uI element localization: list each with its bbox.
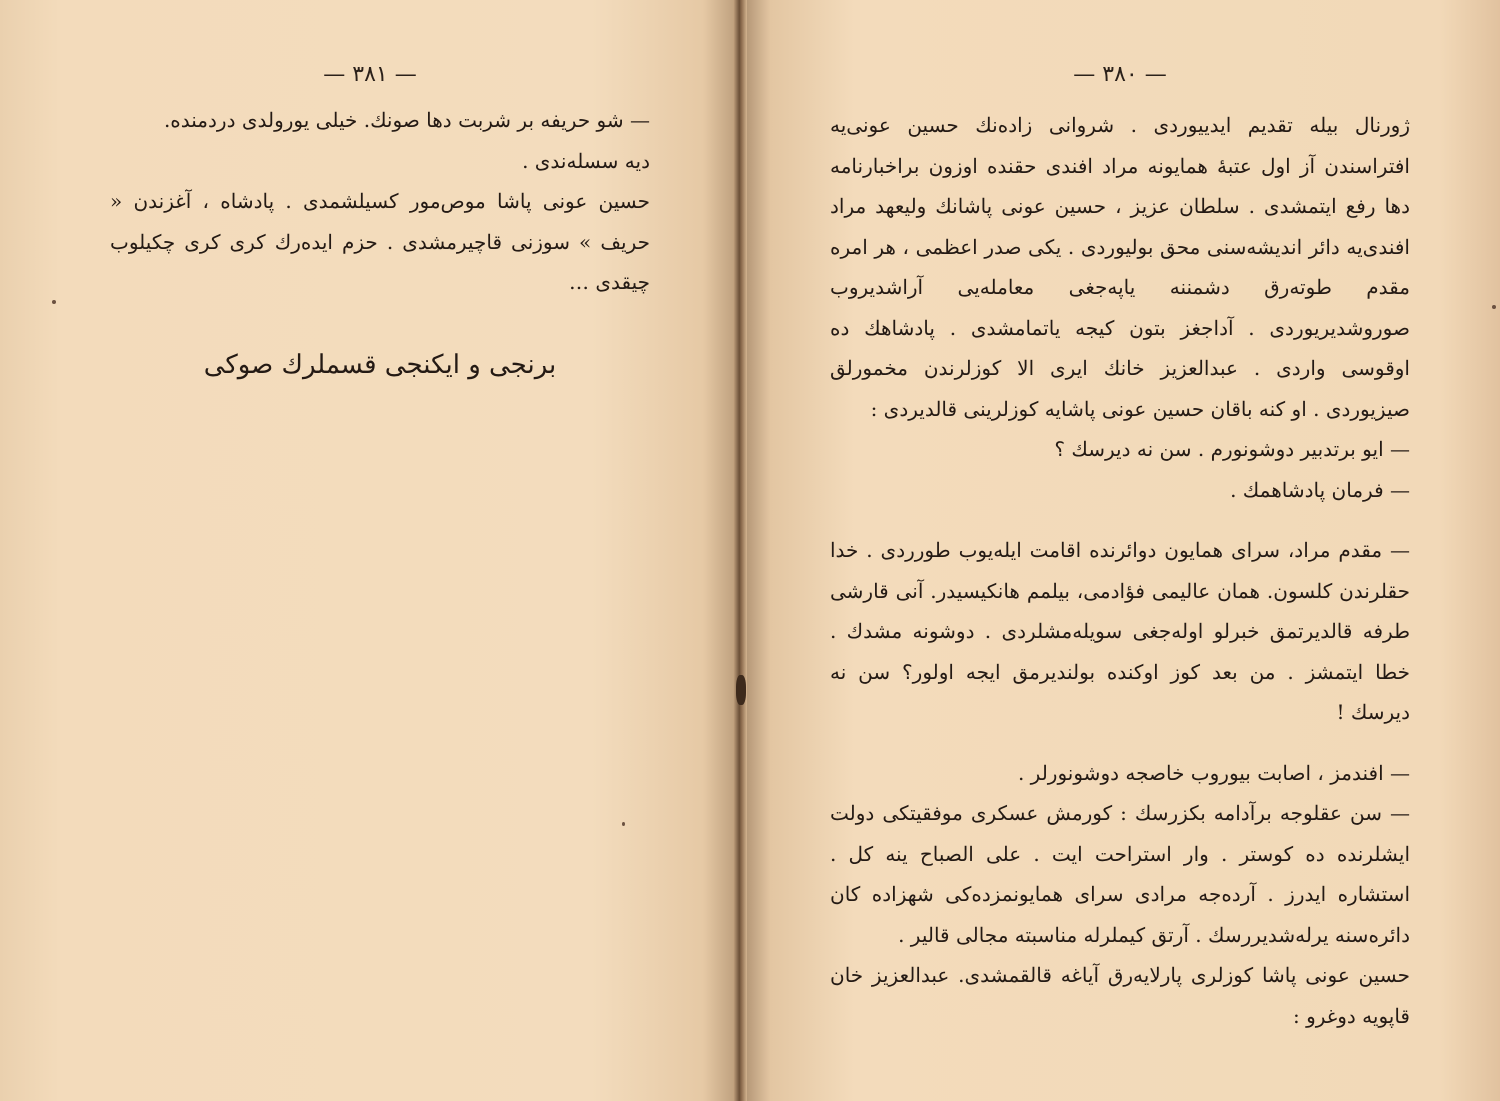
- paragraph: دیه سسله‌ندی .: [522, 148, 650, 173]
- page-number: — ۳۸۰ —: [1073, 62, 1167, 87]
- page-number: — ۳۸۱ —: [323, 62, 417, 87]
- paragraph: — افندمز ، اصابت بیوروب خاصجه دوشونورلر .: [1017, 760, 1410, 785]
- paragraph: — شو حریفه بر شربت دها صونك. خیلی یورولدی دردمندە.: [163, 108, 650, 132]
- paper-spot: [736, 675, 746, 705]
- right-page: [740, 0, 1500, 1101]
- paragraph: — ایو برتدبیر دوشونورم . سن نه دیرسك ؟: [1054, 437, 1410, 461]
- paragraph: حسین عونی پاشا کوزلری پارلایه‌رق آیاغه قالقمشدی. عبدالعزیز خان قاپویه دوغرو :: [830, 963, 1410, 1028]
- paragraph: حسین عونی پاشا موص‌مور کسیلشمدی . پادشاه ، آغزندن « حریف » سوزنی قاچیرمشدی . حزم ایده‌رك کری کری چکیلوب چیقدی …: [110, 189, 650, 294]
- paragraph: — سن عقلوجه برآدامه بکزرسك : کورمش عسکری موفقیتکی دولت ایشلرنده ده کوستر . وار استراحت ایت . علی الصباح ینه کل . استشاره ایدرز . آرده‌جه مرادی سرای همایونمزده‌کی شهزاده کان دائره‌سنه یرله‌شدیررسك . آرتق کیملرله مناسبته مجالی قالیر .: [830, 801, 1410, 947]
- left-page: [0, 0, 740, 1101]
- paper-spot: [1492, 305, 1496, 309]
- book-gutter: [733, 0, 747, 1101]
- paper-spot: [52, 300, 56, 304]
- paper-spot: [622, 822, 625, 826]
- page-body: [110, 100, 650, 303]
- page-body: [830, 105, 1410, 1036]
- paragraph: — فرمان پادشاهمك .: [1230, 477, 1410, 502]
- paragraph: ژورنال بیله تقدیم ایدییوردی . شروانی زاده‌نك حسین عونی‌یه افتراسندن آز اول عتبهٔ همایونه مراد افندی حقنده اوزون براخبارنامه دها رفع ایتمشدی . سلطان عزیز ، حسین عونی پاشانك ولیعهد مراد افندی‌یه دائر اندیشه‌سنی محق بولیوردی . یکی صدر اعظمی ، هر امره مقدم طوته‌رق دشمننه یاپه‌جغی معامله‌یی آراشدیروب صوروشدیریوردی . آداجغز بتون کیجه یاتمامشدی . پادشاهك ده اوقوسی واردی . عبدالعزیز خانك ایری الا کوزلرندن مخمورلق صیزیوردی . او کنه باقان حسین عونی پاشایه کوزلرینی قالدیردی :: [830, 113, 1410, 421]
- paragraph: — مقدم مراد، سرای همایون دوائرنده اقامت ایله‌یوب طورردی . خدا حقلرندن کلسون. همان عالیمی فؤادمی، بیلمم هانکیسیدر. آنی قارشی طرفه قالدیرتمق خبرلو اوله‌جغی سویله‌مشلردی . دوشونه مشدك . خطا ایتمشز . من بعد کوز اوکنده بولندیرمق ایجه اولور؟ سن نه دیرسك !: [830, 538, 1410, 724]
- section-heading: برنجی و ایکنجی قسملرك صوکی: [203, 350, 557, 380]
